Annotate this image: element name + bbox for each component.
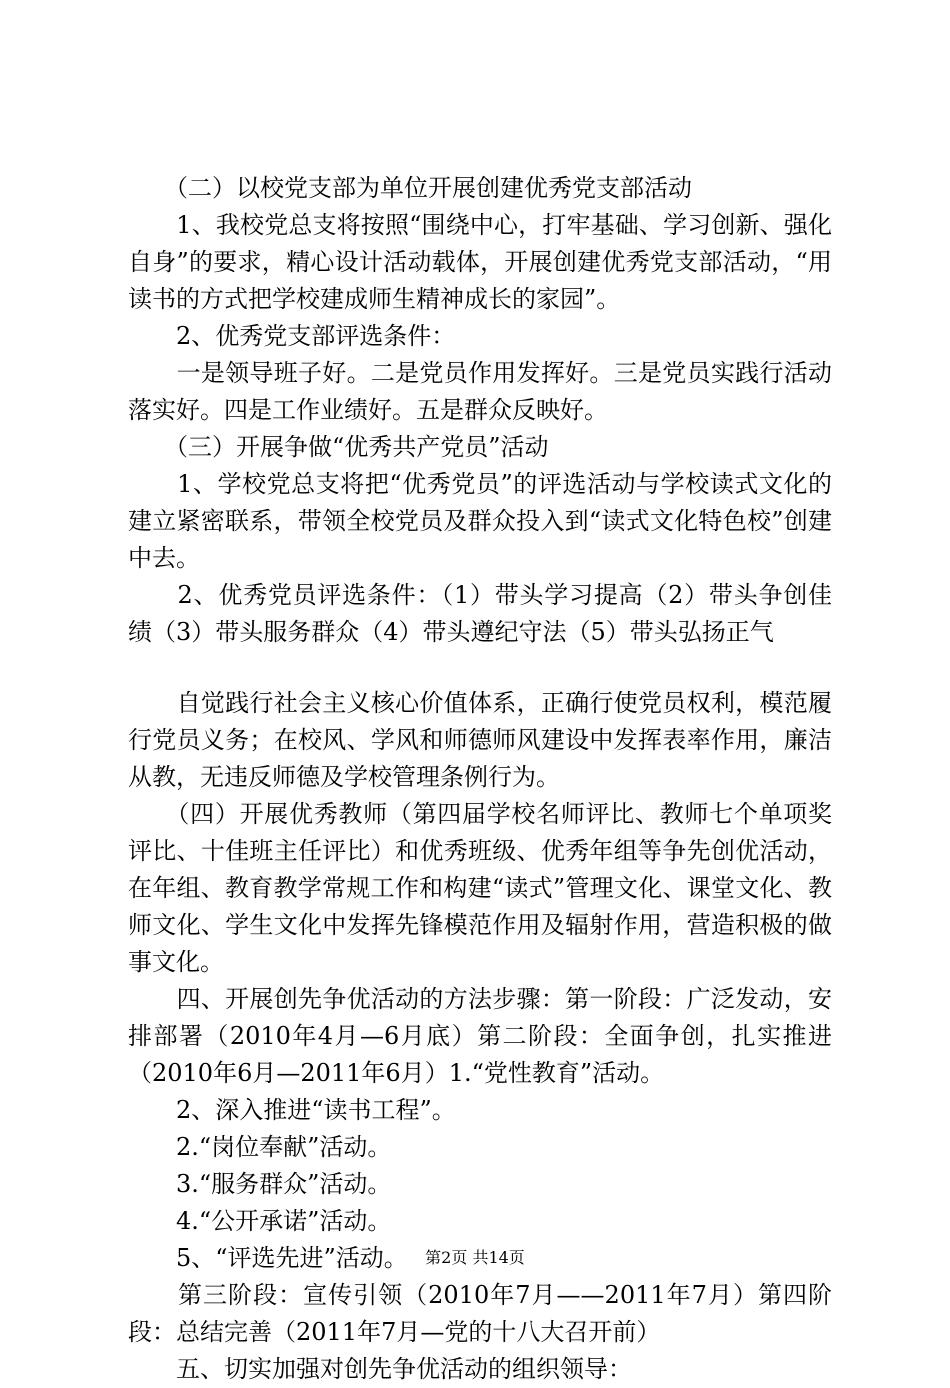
paragraph: 2、优秀党支部评选条件： xyxy=(128,322,456,350)
document-body xyxy=(128,170,832,1388)
paragraph: 五、切实加强对创先争优活动的组织领导： xyxy=(128,1355,632,1383)
paragraph: 四、开展创先争优活动的方法步骤：第一阶段：广泛发动，安排部署（2010年4月—6月底）第二阶段：全面争创，扎实推进（2010年6月—2011年6月）1.“党性教育”活动。 xyxy=(128,985,832,1087)
paragraph: （二）以校党支部为单位开展创建优秀党支部活动 xyxy=(128,174,692,202)
paragraph: 第三阶段：宣传引领（2010年7月——2011年7月）第四阶段：总结完善（2011年7月—党的十八大召开前） xyxy=(128,1281,832,1346)
paragraph: 2、深入推进“读书工程”。 xyxy=(128,1096,456,1124)
page-footer: 第2页 共14页 xyxy=(425,1248,525,1267)
paragraph: （四）开展优秀教师（第四届学校名师评比、教师七个单项奖评比、十佳班主任评比）和优秀班级、优秀年组等争先创优活动，在年组、教育教学常规工作和构建“读式”管理文化、课堂文化、教师文化、学生文化中发挥先锋模范作用及辐射作用，营造积极的做事文化。 xyxy=(128,800,832,976)
paragraph: （三）开展争做“优秀共产党员”活动 xyxy=(128,433,549,461)
paragraph-gap xyxy=(128,651,832,685)
paragraph: 4.“公开承诺”活动。 xyxy=(128,1207,392,1235)
paragraph: 2.“岗位奉献”活动。 xyxy=(128,1133,392,1161)
paragraph: 1、学校党总支将把“优秀党员”的评选活动与学校读式文化的建立紧密联系，带领全校党员及群众投入到“读式文化特色校”创建中去。 xyxy=(128,470,832,572)
paragraph: 3.“服务群众”活动。 xyxy=(128,1170,392,1198)
paragraph: 1、我校党总支将按照“围绕中心，打牢基础、学习创新、强化自身”的要求，精心设计活动载体，开展创建优秀党支部活动，“用读书的方式把学校建成师生精神成长的家园”。 xyxy=(128,211,832,313)
paragraph: 自觉践行社会主义核心价值体系，正确行使党员权利，模范履行党员义务；在校风、学风和师德师风建设中发挥表率作用，廉洁从教，无违反师德及学校管理条例行为。 xyxy=(128,689,832,791)
paragraph: 2、优秀党员评选条件：（1）带头学习提高（2）带头争创佳绩（3）带头服务群众（4）带头遵纪守法（5）带头弘扬正气 xyxy=(128,581,832,646)
paragraph: 一是领导班子好。二是党员作用发挥好。三是党员实践行活动落实好。四是工作业绩好。五是群众反映好。 xyxy=(128,359,832,424)
paragraph: 5、“评选先进”活动。 xyxy=(128,1244,408,1272)
